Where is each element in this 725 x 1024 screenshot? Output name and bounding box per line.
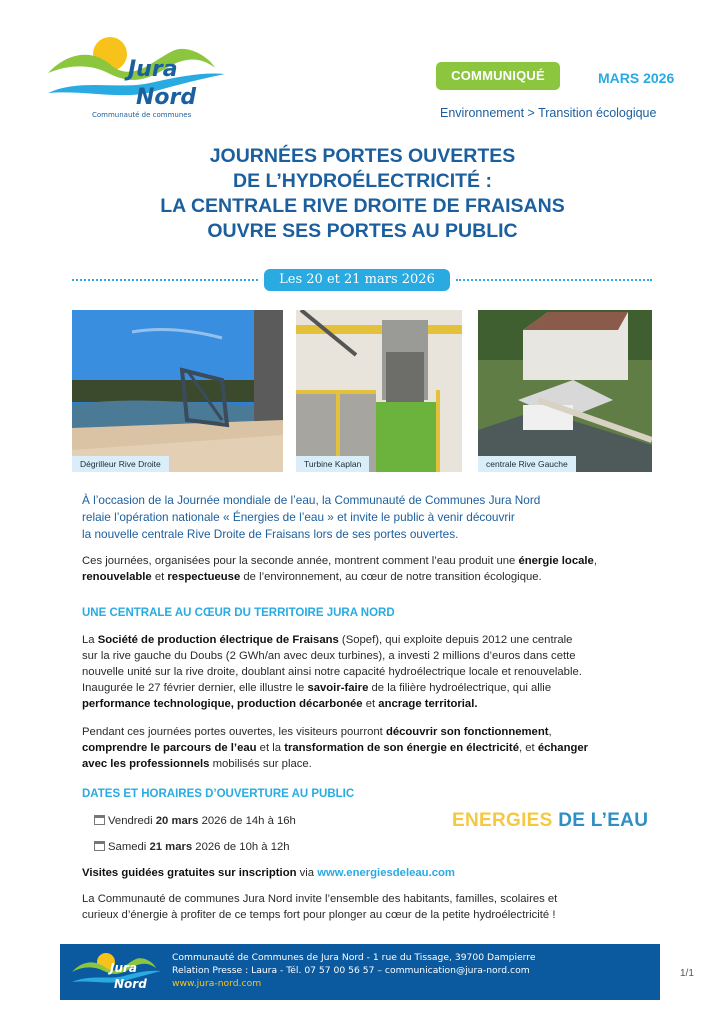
text: curieux d’énergie à profiter de ce temps fort pour plonger au cœur de la petite hydroélectricité !: [82, 909, 556, 921]
text: de la filière hydroélectrique, qui allie: [368, 682, 552, 694]
emphasis: avec les professionnels: [82, 758, 210, 770]
text: , et: [518, 742, 538, 754]
emphasis: comprendre le parcours de l’eau: [82, 742, 257, 754]
calendar-icon: [94, 841, 105, 851]
text: et: [151, 571, 168, 583]
schedule-item: [94, 815, 296, 827]
title-line: OUVRE SES PORTES AU PUBLIC: [207, 220, 518, 242]
footer-band: [60, 944, 660, 1000]
emphasis: échanger: [537, 742, 589, 754]
paragraph-context: [82, 553, 682, 585]
footer-address: Communauté de Communes de Jura Nord - 1 rue du Tissage, 39700 Dampierre: [172, 952, 536, 963]
emphasis: Société de production électrique de Fraisans: [97, 634, 339, 646]
title-line: LA CENTRALE RIVE DROITE DE FRAISANS: [160, 195, 565, 217]
intro-paragraph: [82, 492, 682, 543]
footer-contact: [172, 951, 536, 990]
visits-line: [82, 865, 682, 881]
text: via: [296, 867, 318, 879]
schedule-item: [94, 841, 290, 853]
issue-date: MARS 2026: [598, 70, 675, 86]
logo-text-nord: Nord: [136, 85, 197, 110]
text: sur la rive gauche du Doubs (2 GWh/an avec deux turbines), a investi 2 millions d’euros dans cette: [82, 650, 576, 662]
section-heading-centrale: UNE CENTRALE AU CŒUR DU TERRITOIRE JURA NORD: [82, 607, 395, 619]
text: ,: [548, 726, 552, 738]
text: de l’environnement, au cœur de notre transition écologique.: [240, 571, 542, 583]
text: mobilisés sur place.: [209, 758, 312, 770]
photo-degrilleur: [72, 310, 283, 472]
footer-logo-nord: Nord: [114, 977, 147, 991]
text: et: [362, 698, 379, 710]
schedule-day: Vendredi: [108, 815, 156, 827]
emphasis: respectueuse: [167, 571, 241, 583]
text: (Sopef), qui exploite depuis 2012 une centrale: [338, 634, 573, 646]
energies-de-leau-logo: [452, 810, 648, 832]
closing-paragraph: [82, 891, 682, 923]
title-line: JOURNÉES PORTES OUVERTES: [209, 145, 516, 167]
energies-website-link[interactable]: www.energiesdeleau.com: [317, 867, 455, 879]
logo-subtitle: Communauté de communes: [92, 111, 192, 119]
text: Inaugurée le 27 février dernier, elle illustre le: [82, 682, 308, 694]
dotted-divider-right: [456, 279, 652, 281]
schedule-day: Samedi: [108, 841, 150, 853]
photo-caption: centrale Rive Gauche: [478, 456, 576, 472]
communique-badge: COMMUNIQUÉ: [436, 62, 560, 90]
photo-centrale-rive-gauche: [478, 310, 652, 472]
logo-part-energies: ENERGIES: [452, 810, 553, 831]
schedule-time: 2026 de 14h à 16h: [198, 815, 296, 827]
text: nouvelle unité sur la rive droite, doublant ainsi notre capacité hydroélectrique locale et renouvelable.: [82, 666, 582, 678]
text: Pendant ces journées portes ouvertes, les visiteurs pourront: [82, 726, 386, 738]
emphasis: renouvelable: [82, 571, 152, 583]
intro-line: la nouvelle centrale Rive Droite de Fraisans lors de ses portes ouvertes.: [82, 527, 459, 541]
emphasis: transformation de son énergie en électricité: [284, 742, 519, 754]
dates-banner: [72, 268, 652, 292]
emphasis: Visites guidées gratuites sur inscription: [82, 867, 297, 879]
page-number: 1/1: [680, 968, 694, 979]
dotted-divider-left: [72, 279, 258, 281]
text: ,: [593, 555, 597, 567]
photo-caption: Turbine Kaplan: [296, 456, 369, 472]
photo-centrale-image: [478, 310, 652, 472]
logo-text-jura: Jura: [128, 57, 178, 82]
emphasis: ancrage territorial.: [378, 698, 478, 710]
photo-degrilleur-image: [72, 310, 283, 472]
footer-logo-jura: Jura: [110, 961, 138, 975]
paragraph-visitors: [82, 724, 682, 772]
text: La Communauté de communes Jura Nord invite l’ensemble des habitants, familles, scolaires et: [82, 893, 558, 905]
intro-line: relaie l’opération nationale « Énergies de l’eau » et invite le public à venir découvrir: [82, 510, 515, 524]
text: et la: [256, 742, 285, 754]
jura-nord-logo: [40, 28, 230, 123]
footer-press-contact: Relation Presse : Laura - Tél. 07 57 00 56 57 – communication@jura-nord.com: [172, 965, 530, 976]
page-title: [60, 144, 665, 244]
paragraph-sopef: [82, 632, 682, 712]
photo-turbine-image: [296, 310, 462, 472]
logo-graphic: [40, 28, 230, 123]
schedule-date: 20 mars: [155, 815, 199, 827]
intro-line: À l’occasion de la Journée mondiale de l’eau, la Communauté de Communes Jura Nord: [82, 493, 541, 507]
emphasis: découvrir son fonctionnement: [385, 726, 549, 738]
footer-website-link[interactable]: www.jura-nord.com: [172, 978, 262, 989]
schedule-date: 21 mars: [149, 841, 193, 853]
text: La: [82, 634, 98, 646]
logo-part-de-leau: DE L’EAU: [558, 810, 649, 831]
section-heading-dates: DATES ET HORAIRES D’OUVERTURE AU PUBLIC: [82, 788, 355, 800]
schedule-time: 2026 de 10h à 12h: [192, 841, 290, 853]
emphasis: performance technologique, production décarbonée: [82, 698, 363, 710]
photo-caption: Dégrilleur Rive Droite: [72, 456, 169, 472]
photo-turbine: [296, 310, 462, 472]
emphasis: savoir-faire: [307, 682, 369, 694]
emphasis: énergie locale: [518, 555, 594, 567]
title-line: DE L’HYDROÉLECTRICITÉ :: [233, 170, 492, 192]
footer-logo: [68, 948, 163, 996]
text: Ces journées, organisées pour la seconde année, montrent comment l’eau produit une: [82, 555, 519, 567]
dates-pill: Les 20 et 21 mars 2026: [264, 269, 450, 291]
breadcrumb: Environnement > Transition écologique: [440, 106, 657, 120]
calendar-icon: [94, 815, 105, 825]
